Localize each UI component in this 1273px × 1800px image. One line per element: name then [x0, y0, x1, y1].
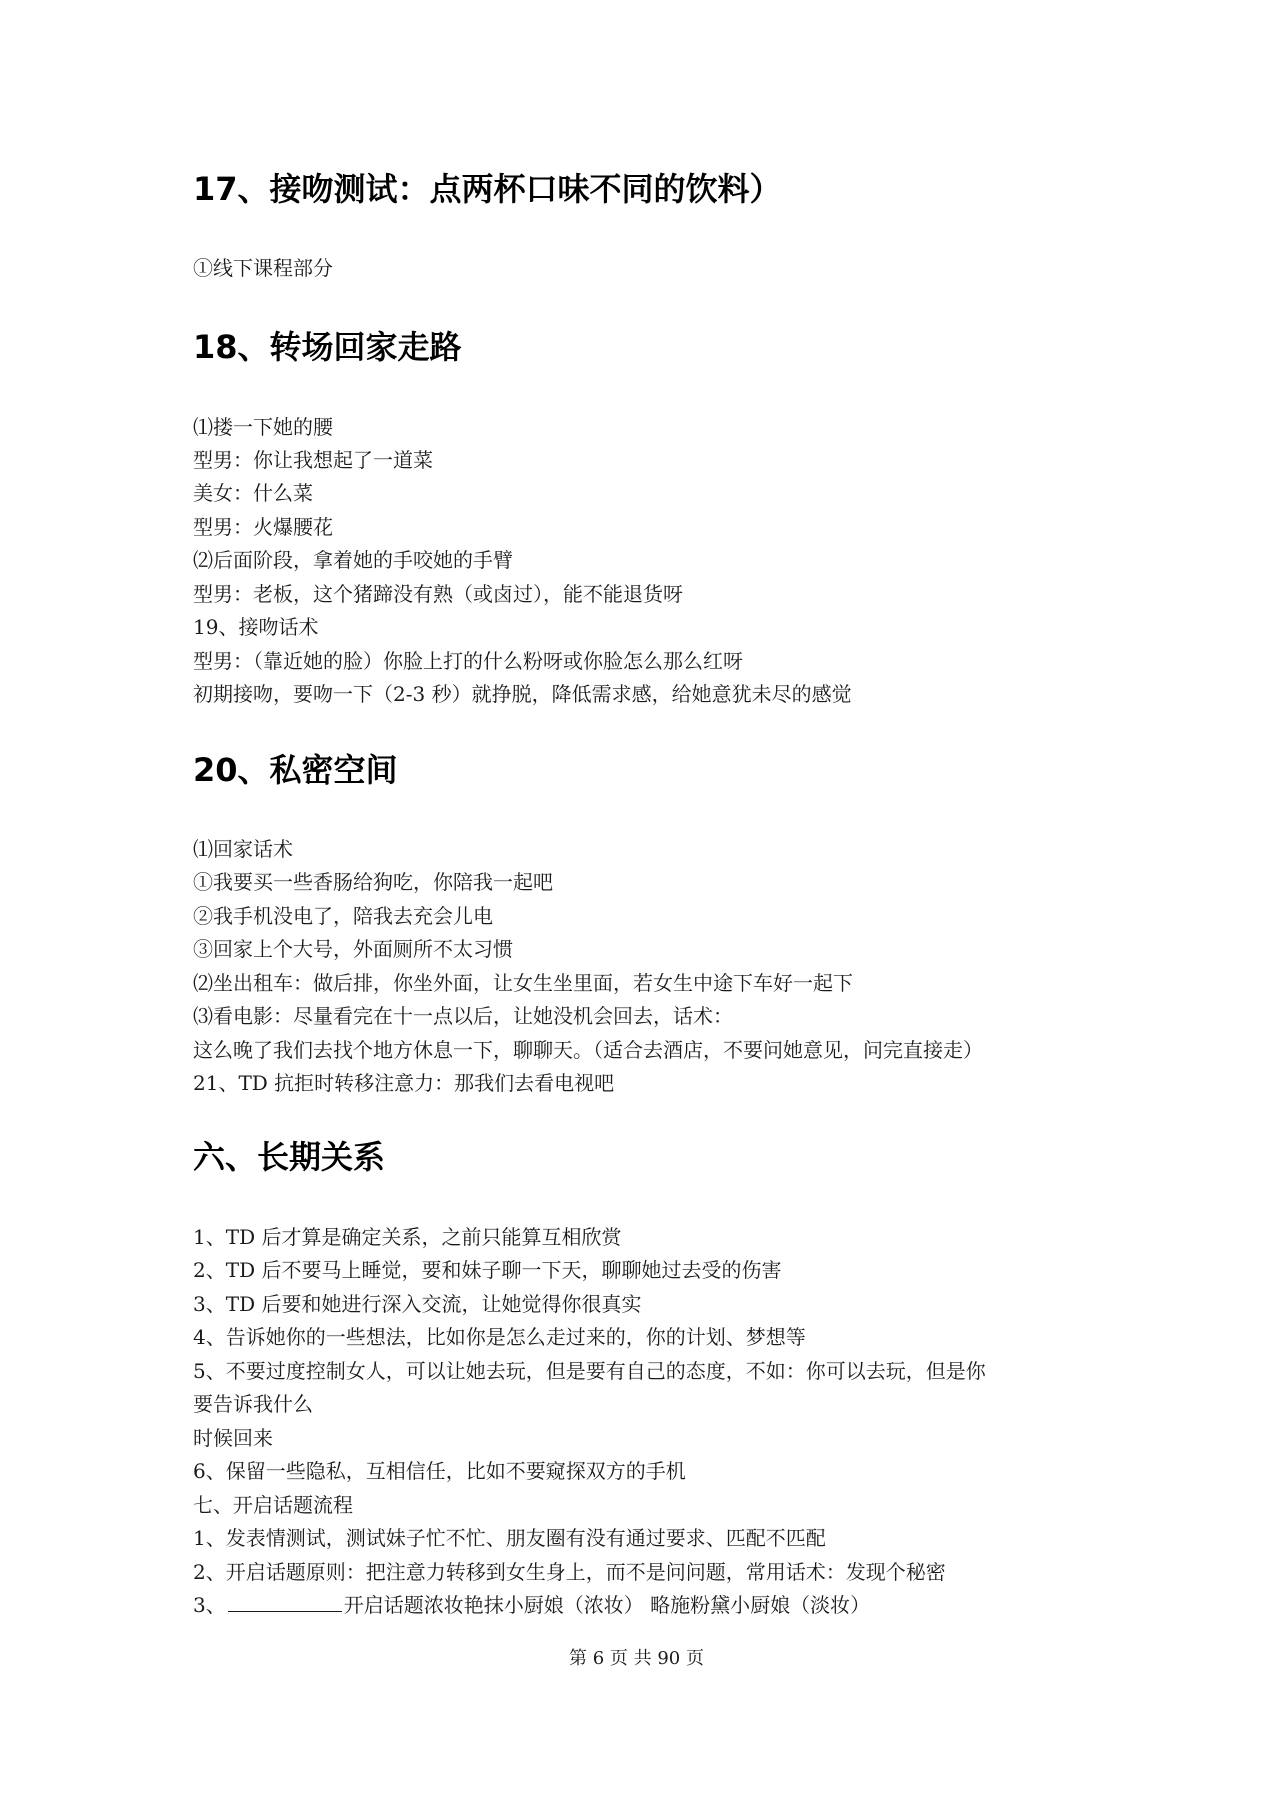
text-line: ⑶看电影：尽量看完在十一点以后，让她没机会回去，话术：: [193, 1004, 733, 1028]
text-line: 型男：火爆腰花: [193, 515, 333, 539]
text-line-with-blank: [193, 1591, 870, 1619]
fill-in-blank: [228, 1593, 342, 1612]
text-line: ⑴回家话术: [193, 837, 293, 861]
section-heading-18: 18、转场回家走路: [193, 328, 462, 366]
text-line: 1、发表情测试，测试妹子忙不忙、朋友圈有没有通过要求、匹配不匹配: [193, 1526, 826, 1550]
text-line: 时候回来: [193, 1426, 273, 1450]
text-line: 型男：你让我想起了一道菜: [193, 448, 433, 472]
text-line: ②我手机没电了，陪我去充会儿电: [193, 904, 493, 928]
section-heading-6: 六、长期关系: [193, 1138, 386, 1176]
line-suffix: 开启话题浓妆艳抹小厨娘（浓妆） 略施粉黛小厨娘（淡妆）: [343, 1593, 871, 1617]
document-page: [193, 0, 1153, 1800]
text-line: 型男：老板，这个猪蹄没有熟（或卤过），能不能退货呀: [193, 582, 683, 606]
text-line: 美女：什么菜: [193, 481, 313, 505]
text-line: 5、不要过度控制女人，可以让她去玩，但是要有自己的态度，不如：你可以去玩，但是你: [193, 1359, 986, 1383]
text-line: ③回家上个大号，外面厕所不太习惯: [193, 937, 513, 961]
page-footer: 第 6 页 共 90 页: [569, 1648, 704, 1669]
text-line: ⑵后面阶段，拿着她的手咬她的手臂: [193, 548, 513, 572]
section-heading-17: 17、接吻测试：点两杯口味不同的饮料）: [193, 170, 782, 208]
text-line: 6、保留一些隐私，互相信任，比如不要窥探双方的手机: [193, 1459, 686, 1483]
text-line: 21、TD 抗拒时转移注意力：那我们去看电视吧: [193, 1071, 615, 1095]
text-line: 1、TD 后才算是确定关系，之前只能算互相欣赏: [193, 1225, 622, 1249]
text-line: 4、告诉她你的一些想法，比如你是怎么走过来的，你的计划、梦想等: [193, 1325, 806, 1349]
text-line: ①我要买一些香肠给狗吃，你陪我一起吧: [193, 870, 553, 894]
text-line: 要告诉我什么: [193, 1392, 313, 1416]
text-line: 19、接吻话术: [193, 615, 319, 639]
text-line: 初期接吻，要吻一下（2-3 秒）就挣脱，降低需求感，给她意犹未尽的感觉: [193, 682, 852, 706]
text-line: 型男：（靠近她的脸）你脸上打的什么粉呀或你脸怎么那么红呀: [193, 649, 743, 673]
text-line: ⑴搂一下她的腰: [193, 415, 333, 439]
text-line: ①线下课程部分: [193, 256, 333, 280]
text-line: ⑵坐出租车：做后排，你坐外面，让女生坐里面，若女生中途下车好一起下: [193, 971, 853, 995]
text-line: 2、开启话题原则：把注意力转移到女生身上，而不是问问题，常用话术：发现个秘密: [193, 1560, 946, 1584]
text-line: 七、开启话题流程: [193, 1493, 353, 1517]
line-prefix: 3、: [193, 1593, 226, 1617]
text-line: 这么晚了我们去找个地方休息一下，聊聊天。（适合去酒店，不要问她意见，问完直接走）: [193, 1038, 983, 1062]
section-heading-20: 20、私密空间: [193, 751, 398, 789]
text-line: 3、TD 后要和她进行深入交流，让她觉得你很真实: [193, 1292, 642, 1316]
text-line: 2、TD 后不要马上睡觉，要和妹子聊一下天，聊聊她过去受的伤害: [193, 1258, 782, 1282]
